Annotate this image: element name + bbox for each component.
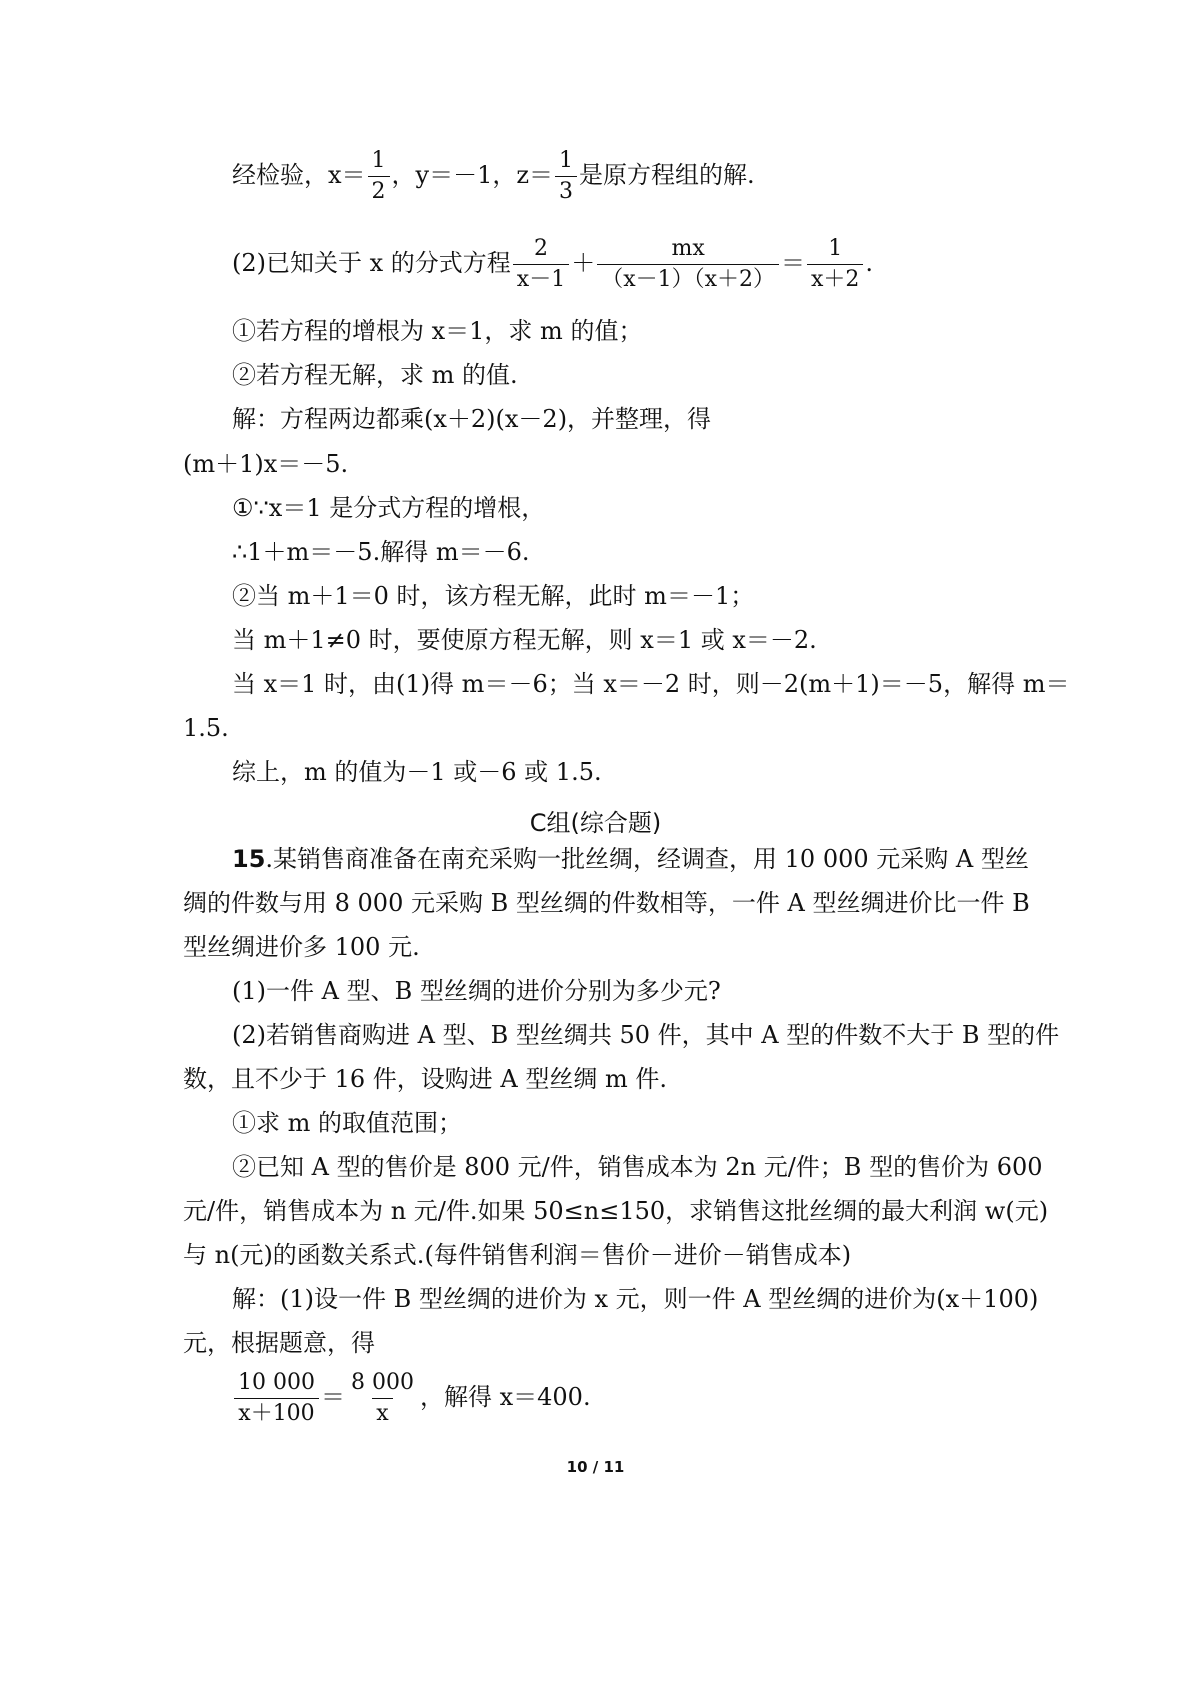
question-15-part-1: (1)一件 A 型、B 型丝绸的进价分别为多少元? <box>232 977 721 1005</box>
solution-line: 综上，m 的值为－1 或－6 或 1.5. <box>232 758 602 786</box>
equals-sign: ＝ <box>320 1383 345 1411</box>
solution-line: ①∵x＝1 是分式方程的增根， <box>232 494 546 522</box>
plus-sign: ＋ <box>571 249 596 277</box>
question-15-part-2-2: 元/件，销售成本为 n 元/件.如果 50≤n≤150，求销售这批丝绸的最大利润 w(元) <box>183 1197 1049 1225</box>
equals-sign: ＝ <box>781 249 806 277</box>
fraction-mx: $\frac{mx}{(x-1)(x+2)}$ <box>597 238 779 291</box>
question-15-line: 型丝绸进价多 100 元. <box>183 933 420 961</box>
question-15-line: 15.某销售商准备在南充采购一批丝绸，经调查，用 10 000 元采购 A 型丝 <box>232 845 1029 873</box>
question-number: 15 <box>232 845 266 873</box>
question-15-line: 绸的件数与用 8 000 元采购 B 型丝绸的件数相等，一件 A 型丝绸进价比一件 B <box>183 889 1030 917</box>
question-15-part-2-2: ②已知 A 型的售价是 800 元/件，销售成本为 2n 元/件；B 型的售价为 600 <box>232 1153 1043 1181</box>
question-15-solution: 解：(1)设一件 B 型丝绸的进价为 x 元，则一件 A 型丝绸的进价为(x＋100) <box>232 1285 1039 1313</box>
solution-line: 1.5. <box>183 714 229 742</box>
sub-question-2: ②若方程无解，求 m 的值. <box>232 361 518 389</box>
solution-line: (m＋1)x＝－5. <box>183 450 349 478</box>
text: (2)已知关于 x 的分式方程 <box>232 249 511 277</box>
solution-line: 解：方程两边都乘(x＋2)(x－2)，并整理，得 <box>232 405 712 433</box>
solution-equation: $\frac{10 000}{x+100}$ ＝ $\frac{8 000}{x}$ ，解得 x＝400. <box>232 1372 591 1425</box>
solution-line: 当 m＋1≠0 时，要使原方程无解，则 x＝1 或 x＝－2. <box>232 626 817 654</box>
solution-line: ②当 m＋1＝0 时，该方程无解，此时 m＝－1； <box>232 582 755 610</box>
page-number: 10 / 11 <box>566 1458 625 1476</box>
fraction-2-over-x-1: $\frac{2}{x-1}$ <box>513 238 569 291</box>
sub-question-1: ①若方程的增根为 x＝1，求 m 的值； <box>232 317 643 345</box>
verification-line <box>232 150 755 203</box>
fraction-1-over-x-2: $\frac{1}{x+2}$ <box>807 238 863 291</box>
solution-line: 当 x＝1 时，由(1)得 m＝－6；当 x＝－2 时，则－2(m＋1)＝－5，解得 m＝ <box>232 670 1070 698</box>
text: 经检验，x＝ <box>232 161 366 189</box>
fraction-8000: $\frac{8 000}{x}$ <box>350 1370 414 1426</box>
fraction-one-third: $\frac{1}{3}$ <box>555 150 577 203</box>
question-15-part-2-1: ①求 m 的取值范围； <box>232 1109 463 1137</box>
fraction-10000: $\frac{10 000}{x+100}$ <box>234 1372 319 1425</box>
question-15-part-2: (2)若销售商购进 A 型、B 型丝绸共 50 件，其中 A 型的件数不大于 B 型的件 <box>232 1021 1060 1049</box>
question-15-part-2-2: 与 n(元)的函数关系式.(每件销售利润＝售价－进价－销售成本) <box>183 1241 852 1269</box>
text: 是原方程组的解. <box>579 161 755 189</box>
section-heading: C组(综合题) <box>529 809 662 837</box>
question-15-part-2: 数，且不少于 16 件，设购进 A 型丝绸 m 件. <box>183 1065 668 1093</box>
question-15-solution: 元，根据题意，得 <box>183 1329 375 1357</box>
text: ，y＝－1，z＝ <box>391 161 554 189</box>
fraction-one-half: $\frac{1}{2}$ <box>368 150 390 203</box>
question-14-2: (2)已知关于 x 的分式方程 $\frac{2}{x-1}$ ＋ $\frac{mx}{(x-1)(x+2)}$ ＝ $\frac{1}{x+2}$ . <box>232 236 874 292</box>
solution-line: ∴1＋m＝－5.解得 m＝－6. <box>232 538 530 566</box>
